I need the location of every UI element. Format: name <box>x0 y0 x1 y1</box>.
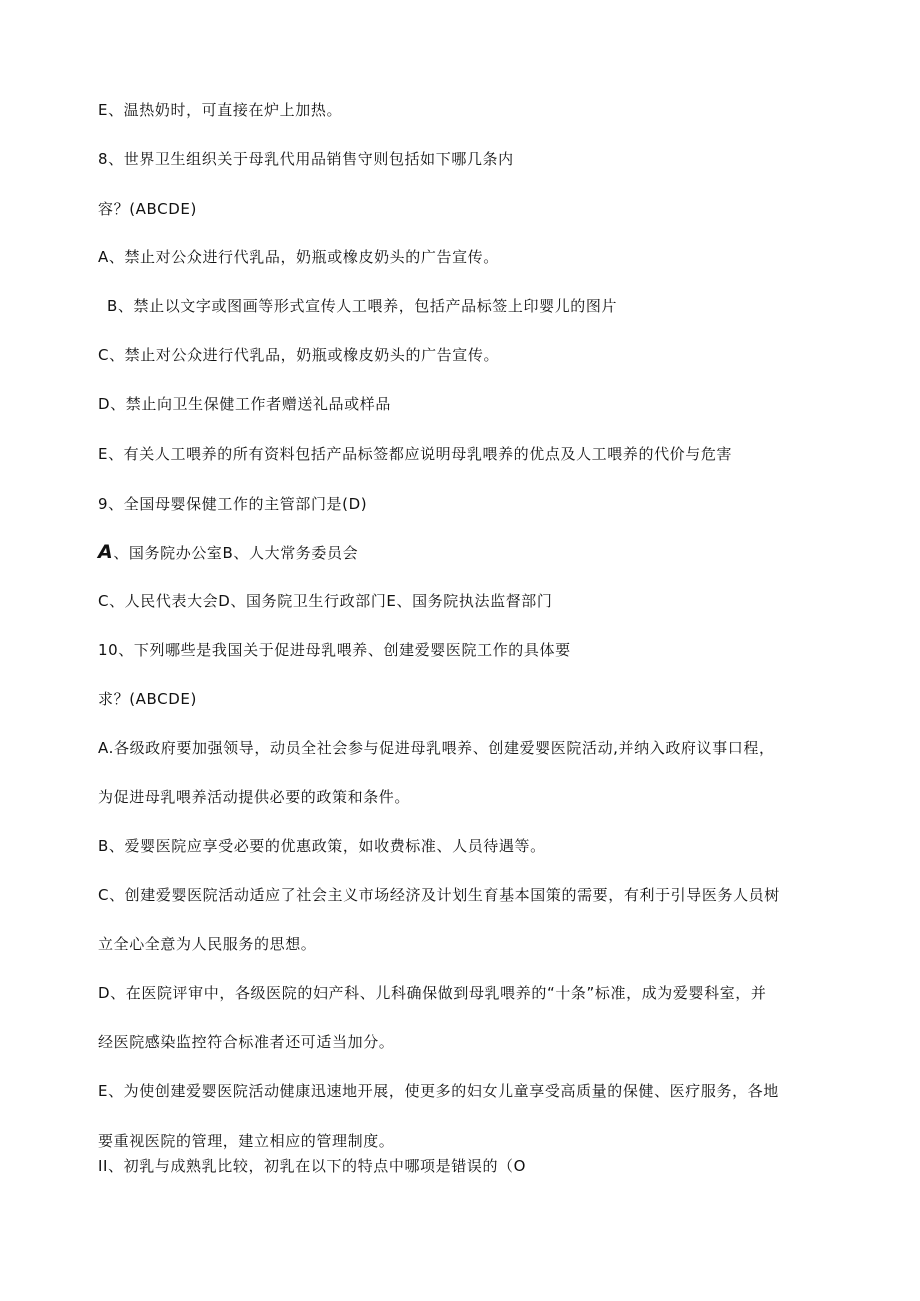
option-letter: A <box>98 541 114 563</box>
option-line-continued: 立全心全意为人民服务的思想。 <box>98 935 317 953</box>
option-line <box>98 541 358 564</box>
option-line: E、有关人工喂养的所有资料包括产品标签都应说明母乳喂养的优点及人工喂养的代价与危害 <box>98 445 733 463</box>
option-line: D、在医院评审中，各级医院的妇产科、儿科确保做到母乳喂养的“十条”标准，成为爱婴科室，并 <box>98 984 767 1002</box>
option-line: B、爱婴医院应享受必要的优惠政策，如收费标准、人员待遇等。 <box>98 837 546 855</box>
option-line: D、禁止向卫生保健工作者赠送礼品或样品 <box>98 395 391 413</box>
question-8-line: 8、世界卫生组织关于母乳代用品销售守则包括如下哪几条内 <box>98 150 514 168</box>
option-text: 、国务院办公室B、人大常务委员会 <box>113 544 359 562</box>
question-8-answer: 容？(ABCDE) <box>98 200 197 218</box>
option-line: A.各级政府要加强领导，动员全社会参与促进母乳喂养、创建爱婴医院活动,并纳入政府议事口程， <box>98 739 775 757</box>
option-line: A、禁止对公众进行代乳品，奶瓶或橡皮奶头的广告宣传。 <box>98 248 499 266</box>
option-line: C、人民代表大会D、国务院卫生行政部门E、国务院执法监督部门 <box>98 592 553 610</box>
option-line-continued: 要重视医院的管理，建立相应的管理制度。 <box>98 1132 395 1150</box>
option-line: E、为使创建爱婴医院活动健康迅速地开展，使更多的妇女儿童享受高质量的保健、医疗服务，各地 <box>98 1082 779 1100</box>
option-line: C、禁止对公众进行代乳品，奶瓶或橡皮奶头的广告宣传。 <box>98 346 500 364</box>
question-10-answer: 求？(ABCDE) <box>98 690 197 708</box>
question-10-line: 10、下列哪些是我国关于促进母乳喂养、创建爱婴医院工作的具体要 <box>98 641 571 659</box>
option-line: C、创建爱婴医院活动适应了社会主义市场经济及计划生育基本国策的需要，有利于引导医务人员树 <box>98 886 780 904</box>
question-9-line: 9、全国母婴保健工作的主管部门是(D) <box>98 495 368 513</box>
option-line-continued: 经医院感染监控符合标准者还可适当加分。 <box>98 1033 395 1051</box>
option-line-continued: 为促进母乳喂养活动提供必要的政策和条件。 <box>98 788 411 806</box>
question-11-line: II、初乳与成熟乳比较，初乳在以下的特点中哪项是错误的（O <box>98 1157 527 1175</box>
text-line: E、温热奶时，可直接在炉上加热。 <box>98 101 343 119</box>
option-line: B、禁止以文字或图画等形式宣传人工喂养，包括产品标签上印婴儿的图片 <box>107 297 618 315</box>
